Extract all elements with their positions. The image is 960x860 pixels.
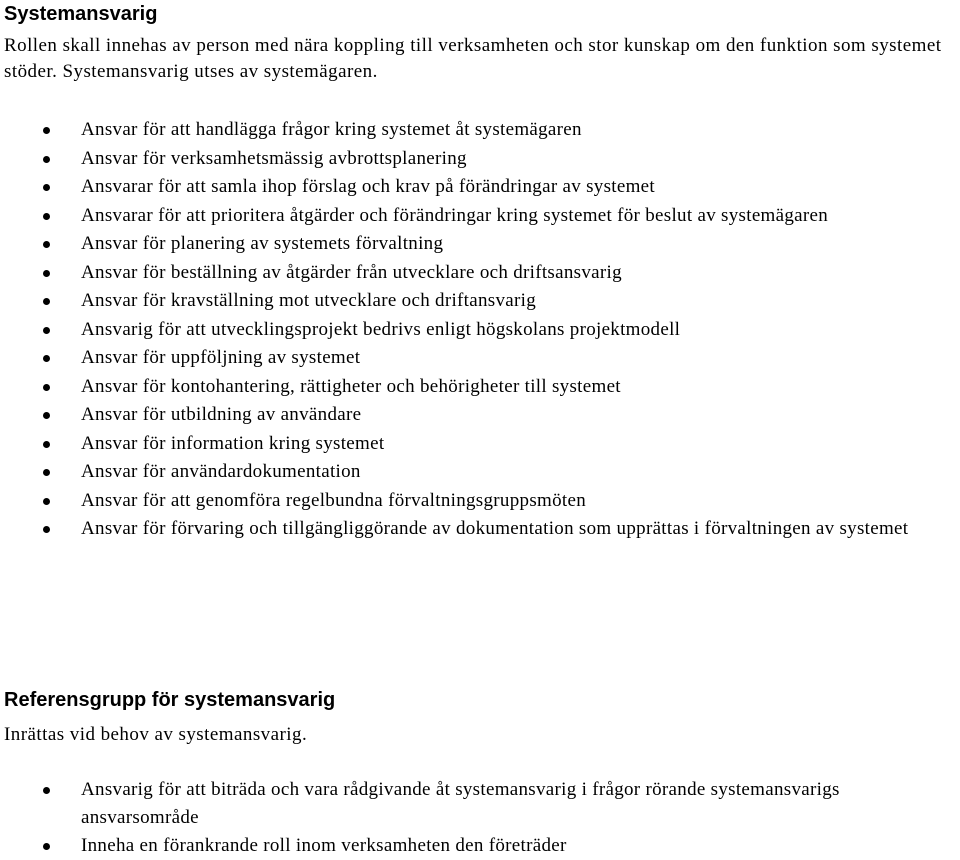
list-item-text: Ansvar för uppföljning av systemet (81, 347, 361, 368)
list-item (0, 401, 941, 430)
section-heading-referensgrupp: Referensgrupp för systemansvarig (4, 689, 336, 711)
list-item (0, 173, 941, 202)
list-item-text: Ansvarar för att prioritera åtgärder och förändringar kring systemet för beslut av systemägaren (81, 204, 829, 226)
list-item-text: Ansvarig för att biträda och vara rådgivande åt systemansvarig i frågor rörande systemansvarigs ansvarsområde (81, 779, 840, 828)
list-item (0, 776, 941, 832)
bullet-icon (43, 156, 50, 163)
bullet-icon (43, 498, 50, 505)
list-item (0, 487, 941, 516)
list-item-text: Ansvar för att handlägga frågor kring systemet åt systemägaren (81, 119, 582, 140)
bullet-icon (43, 355, 50, 362)
bullet-icon (43, 270, 50, 277)
list-item-text: Ansvar för förvaring och tillgängliggörande av dokumentation som upprättas i förvaltningen av systemet (81, 518, 909, 539)
list-item-text: Ansvar för att genomföra regelbundna förvaltningsgruppsmöten (81, 489, 587, 511)
list-item (0, 430, 941, 459)
list-item-text: Ansvarar för att samla ihop förslag och krav på förändringar av systemet (81, 176, 655, 197)
list-item (0, 458, 941, 487)
list-item (0, 202, 941, 231)
list-item-text: Ansvar för användardokumentation (81, 461, 361, 482)
bullet-icon (43, 412, 50, 419)
bullet-icon (43, 184, 50, 191)
bullet-icon (43, 213, 50, 220)
section-heading-systemansvarig: Systemansvarig (4, 3, 158, 25)
list-item-text: Ansvar för kontohantering, rättigheter och behörigheter till systemet (81, 375, 621, 397)
section-intro-systemansvarig: Rollen skall innehas av person med nära koppling till verksamheten och stor kunskap om den funktion som systemet stöder. Systemansvarig utses av systemägaren. (4, 35, 942, 82)
list-item (0, 344, 941, 373)
responsibility-list-systemansvarig (0, 116, 941, 544)
bullet-icon (43, 241, 50, 248)
list-item-text: Ansvar för verksamhetsmässig avbrottsplanering (81, 147, 467, 169)
list-item (0, 515, 941, 544)
list-item-text: Inneha en förankrande roll inom verksamheten den företräder (81, 835, 567, 856)
list-item (0, 316, 941, 345)
list-item-text: Ansvar för kravställning mot utvecklare och driftansvarig (81, 290, 537, 311)
bullet-icon (43, 298, 50, 305)
list-item (0, 116, 941, 145)
list-item-text: Ansvar för beställning av åtgärder från utvecklare och driftsansvarig (81, 261, 622, 283)
list-item (0, 145, 941, 174)
bullet-icon (43, 787, 50, 794)
bullet-icon (43, 327, 50, 334)
list-item-text: Ansvarig för att utvecklingsprojekt bedrivs enligt högskolans projektmodell (81, 318, 681, 340)
bullet-icon (43, 526, 50, 533)
list-item-text: Ansvar för information kring systemet (81, 432, 385, 454)
list-item (0, 259, 941, 288)
responsibility-list-referensgrupp (0, 776, 941, 860)
list-item (0, 373, 941, 402)
list-item-text: Ansvar för utbildning av användare (81, 404, 362, 425)
list-item (0, 832, 941, 860)
section-intro-referensgrupp: Inrättas vid behov av systemansvarig. (4, 724, 308, 745)
bullet-icon (43, 384, 50, 391)
bullet-icon (43, 469, 50, 476)
bullet-icon (43, 441, 50, 448)
list-item-text: Ansvar för planering av systemets förvaltning (81, 233, 444, 254)
list-item (0, 287, 941, 316)
list-item (0, 230, 941, 259)
bullet-icon (43, 843, 50, 850)
bullet-icon (43, 127, 50, 134)
